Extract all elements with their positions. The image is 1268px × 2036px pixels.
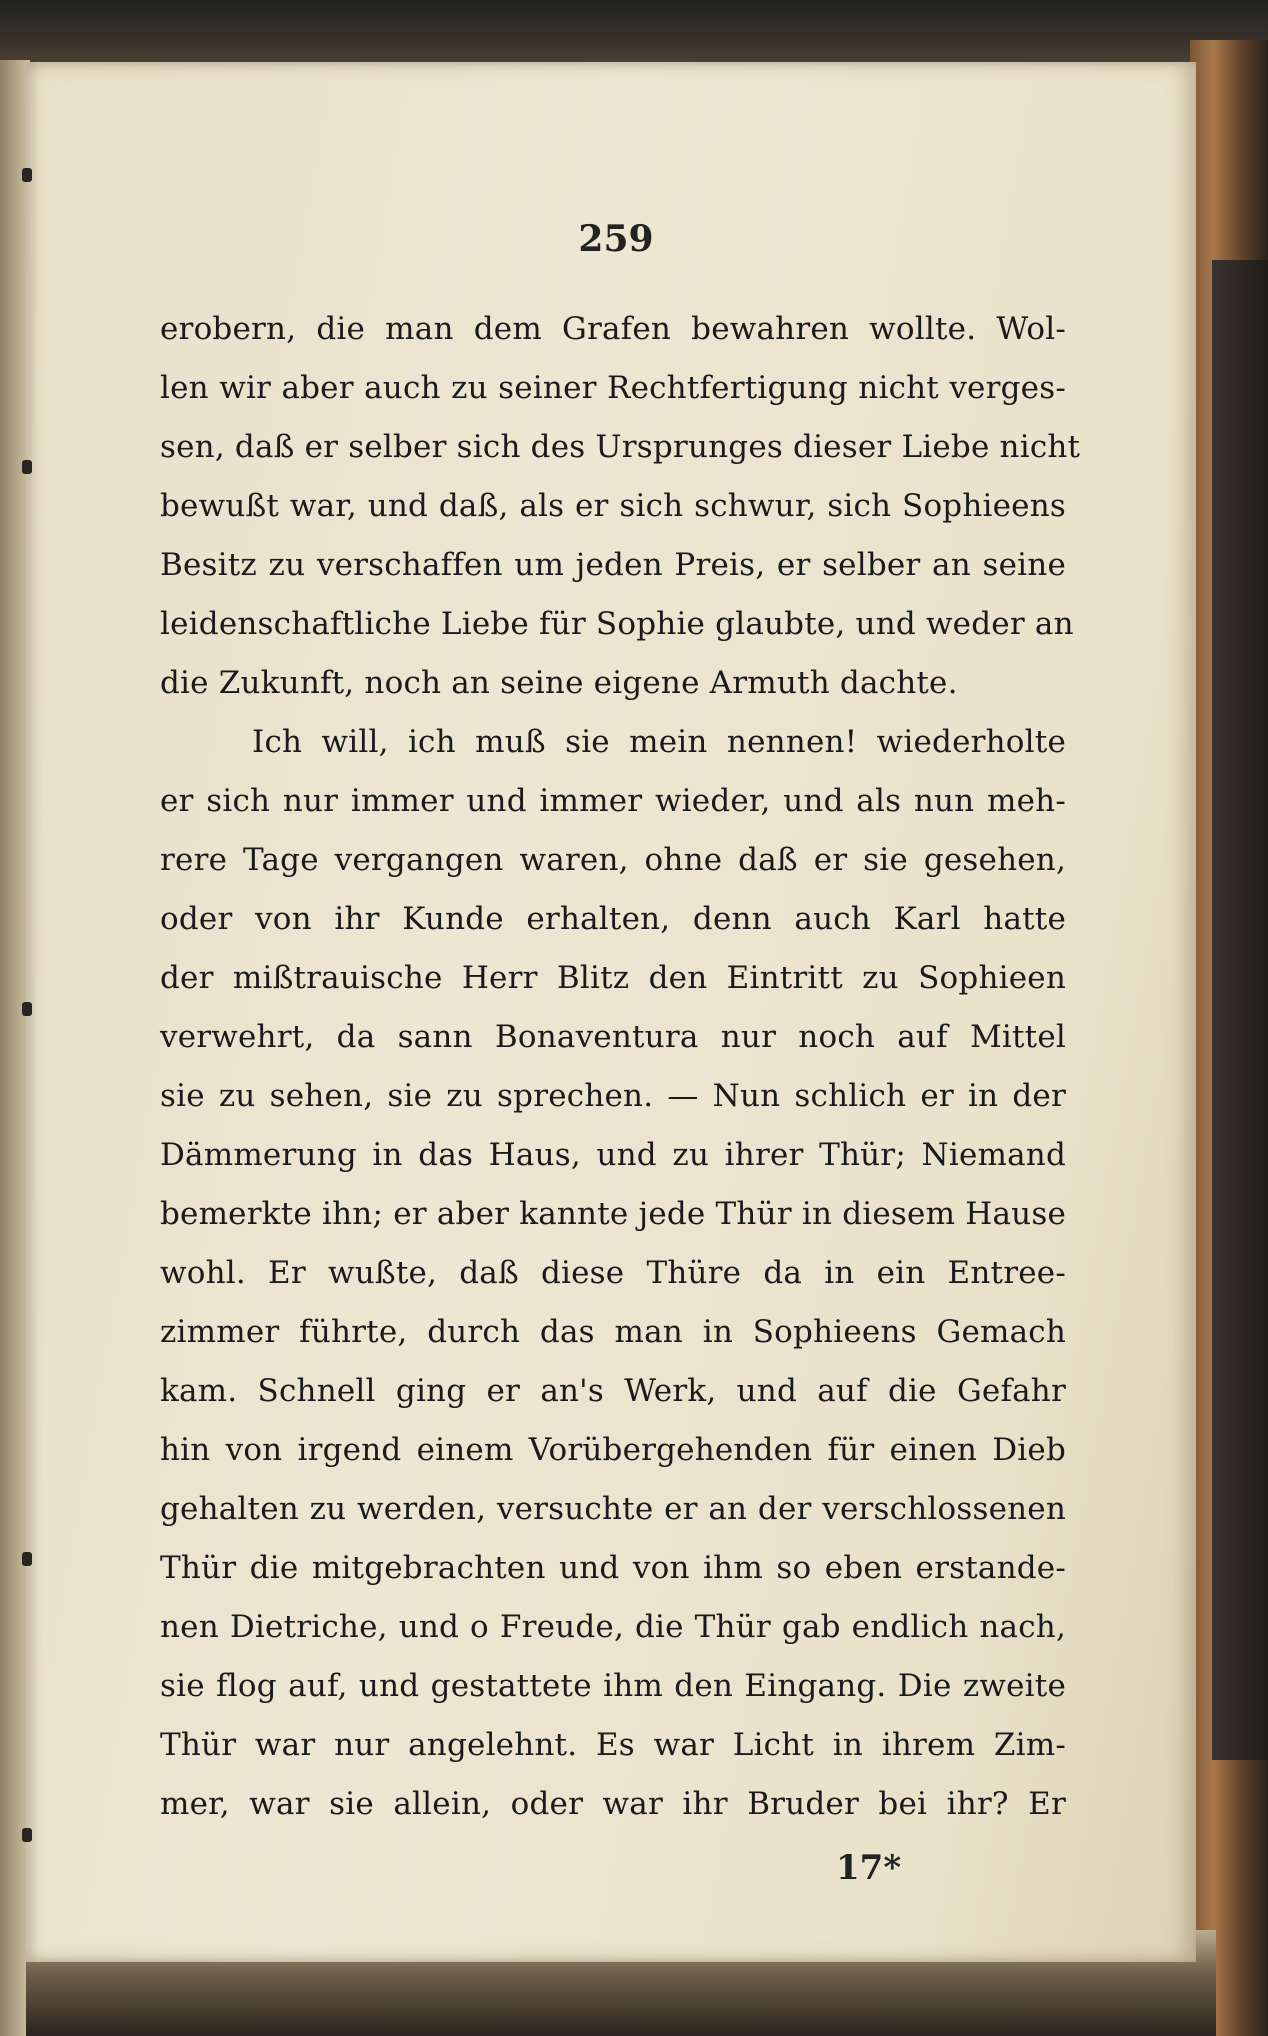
binding-stitch xyxy=(22,1002,32,1016)
text-line: zimmer führte, durch das man in Sophieens Gemach xyxy=(160,1314,1066,1350)
text-line: bewußt war, und daß, als er sich schwur, sich Sophieens xyxy=(160,488,1066,524)
text-line: mer, war sie allein, oder war ihr Bruder bei ihr? Er xyxy=(160,1786,1066,1822)
text-line: er sich nur immer und immer wieder, und als nun meh- xyxy=(160,783,1066,819)
text-line: bemerkte ihn; er aber kannte jede Thür in diesem Hause xyxy=(160,1196,1066,1232)
text-line: nen Dietriche, und o Freude, die Thür gab endlich nach, xyxy=(160,1609,1066,1645)
text-line: Dämmerung in das Haus, und zu ihrer Thür; Niemand xyxy=(160,1137,1066,1173)
text-line: sie flog auf, und gestattete ihm den Eingang. Die zweite xyxy=(160,1668,1066,1704)
text-line: sen, daß er selber sich des Ursprunges dieser Liebe nicht xyxy=(160,429,1081,465)
text-line: kam. Schnell ging er an's Werk, und auf die Gefahr xyxy=(160,1373,1066,1409)
text-line: leidenschaftliche Liebe für Sophie glaubte, und weder an xyxy=(160,606,1074,642)
text-line: Ich will, ich muß sie mein nennen! wiederholte xyxy=(252,724,1066,760)
binding-stitch xyxy=(22,460,32,474)
book-cover-spine xyxy=(1212,260,1268,1760)
paper-page xyxy=(26,62,1196,1962)
text-line: erobern, die man dem Grafen bewahren wollte. Wol- xyxy=(160,311,1066,347)
text-line: verwehrt, da sann Bonaventura nur noch auf Mittel xyxy=(160,1019,1066,1055)
text-line: der mißtrauische Herr Blitz den Eintritt zu Sophieen xyxy=(160,960,1066,996)
text-line: oder von ihr Kunde erhalten, denn auch Karl hatte xyxy=(160,901,1066,937)
binding-stitch xyxy=(22,168,32,182)
text-line: len wir aber auch zu seiner Rechtfertigung nicht verges- xyxy=(160,370,1066,406)
text-line: Thür war nur angelehnt. Es war Licht in ihrem Zim- xyxy=(160,1727,1066,1763)
text-line: die Zukunft, noch an seine eigene Armuth dachte. xyxy=(160,665,958,701)
page-number: 259 xyxy=(578,218,654,260)
text-line: wohl. Er wußte, daß diese Thüre da in ein Entree- xyxy=(160,1255,1066,1291)
text-line: Thür die mitgebrachten und von ihm so eben erstande- xyxy=(160,1550,1066,1586)
binding-stitch xyxy=(22,1828,32,1842)
text-line: hin von irgend einem Vorübergehenden für einen Dieb xyxy=(160,1432,1066,1468)
binding-stitch xyxy=(22,1552,32,1566)
text-line: gehalten zu werden, versuchte er an der verschlossenen xyxy=(160,1491,1066,1527)
body-text xyxy=(160,300,1081,1834)
text-line: rere Tage vergangen waren, ohne daß er sie gesehen, xyxy=(160,842,1066,878)
text-line: Besitz zu verschaffen um jeden Preis, er selber an seine xyxy=(160,547,1066,583)
text-line: sie zu sehen, sie zu sprechen. — Nun schlich er in der xyxy=(160,1078,1066,1114)
signature-mark: 17* xyxy=(836,1848,902,1888)
